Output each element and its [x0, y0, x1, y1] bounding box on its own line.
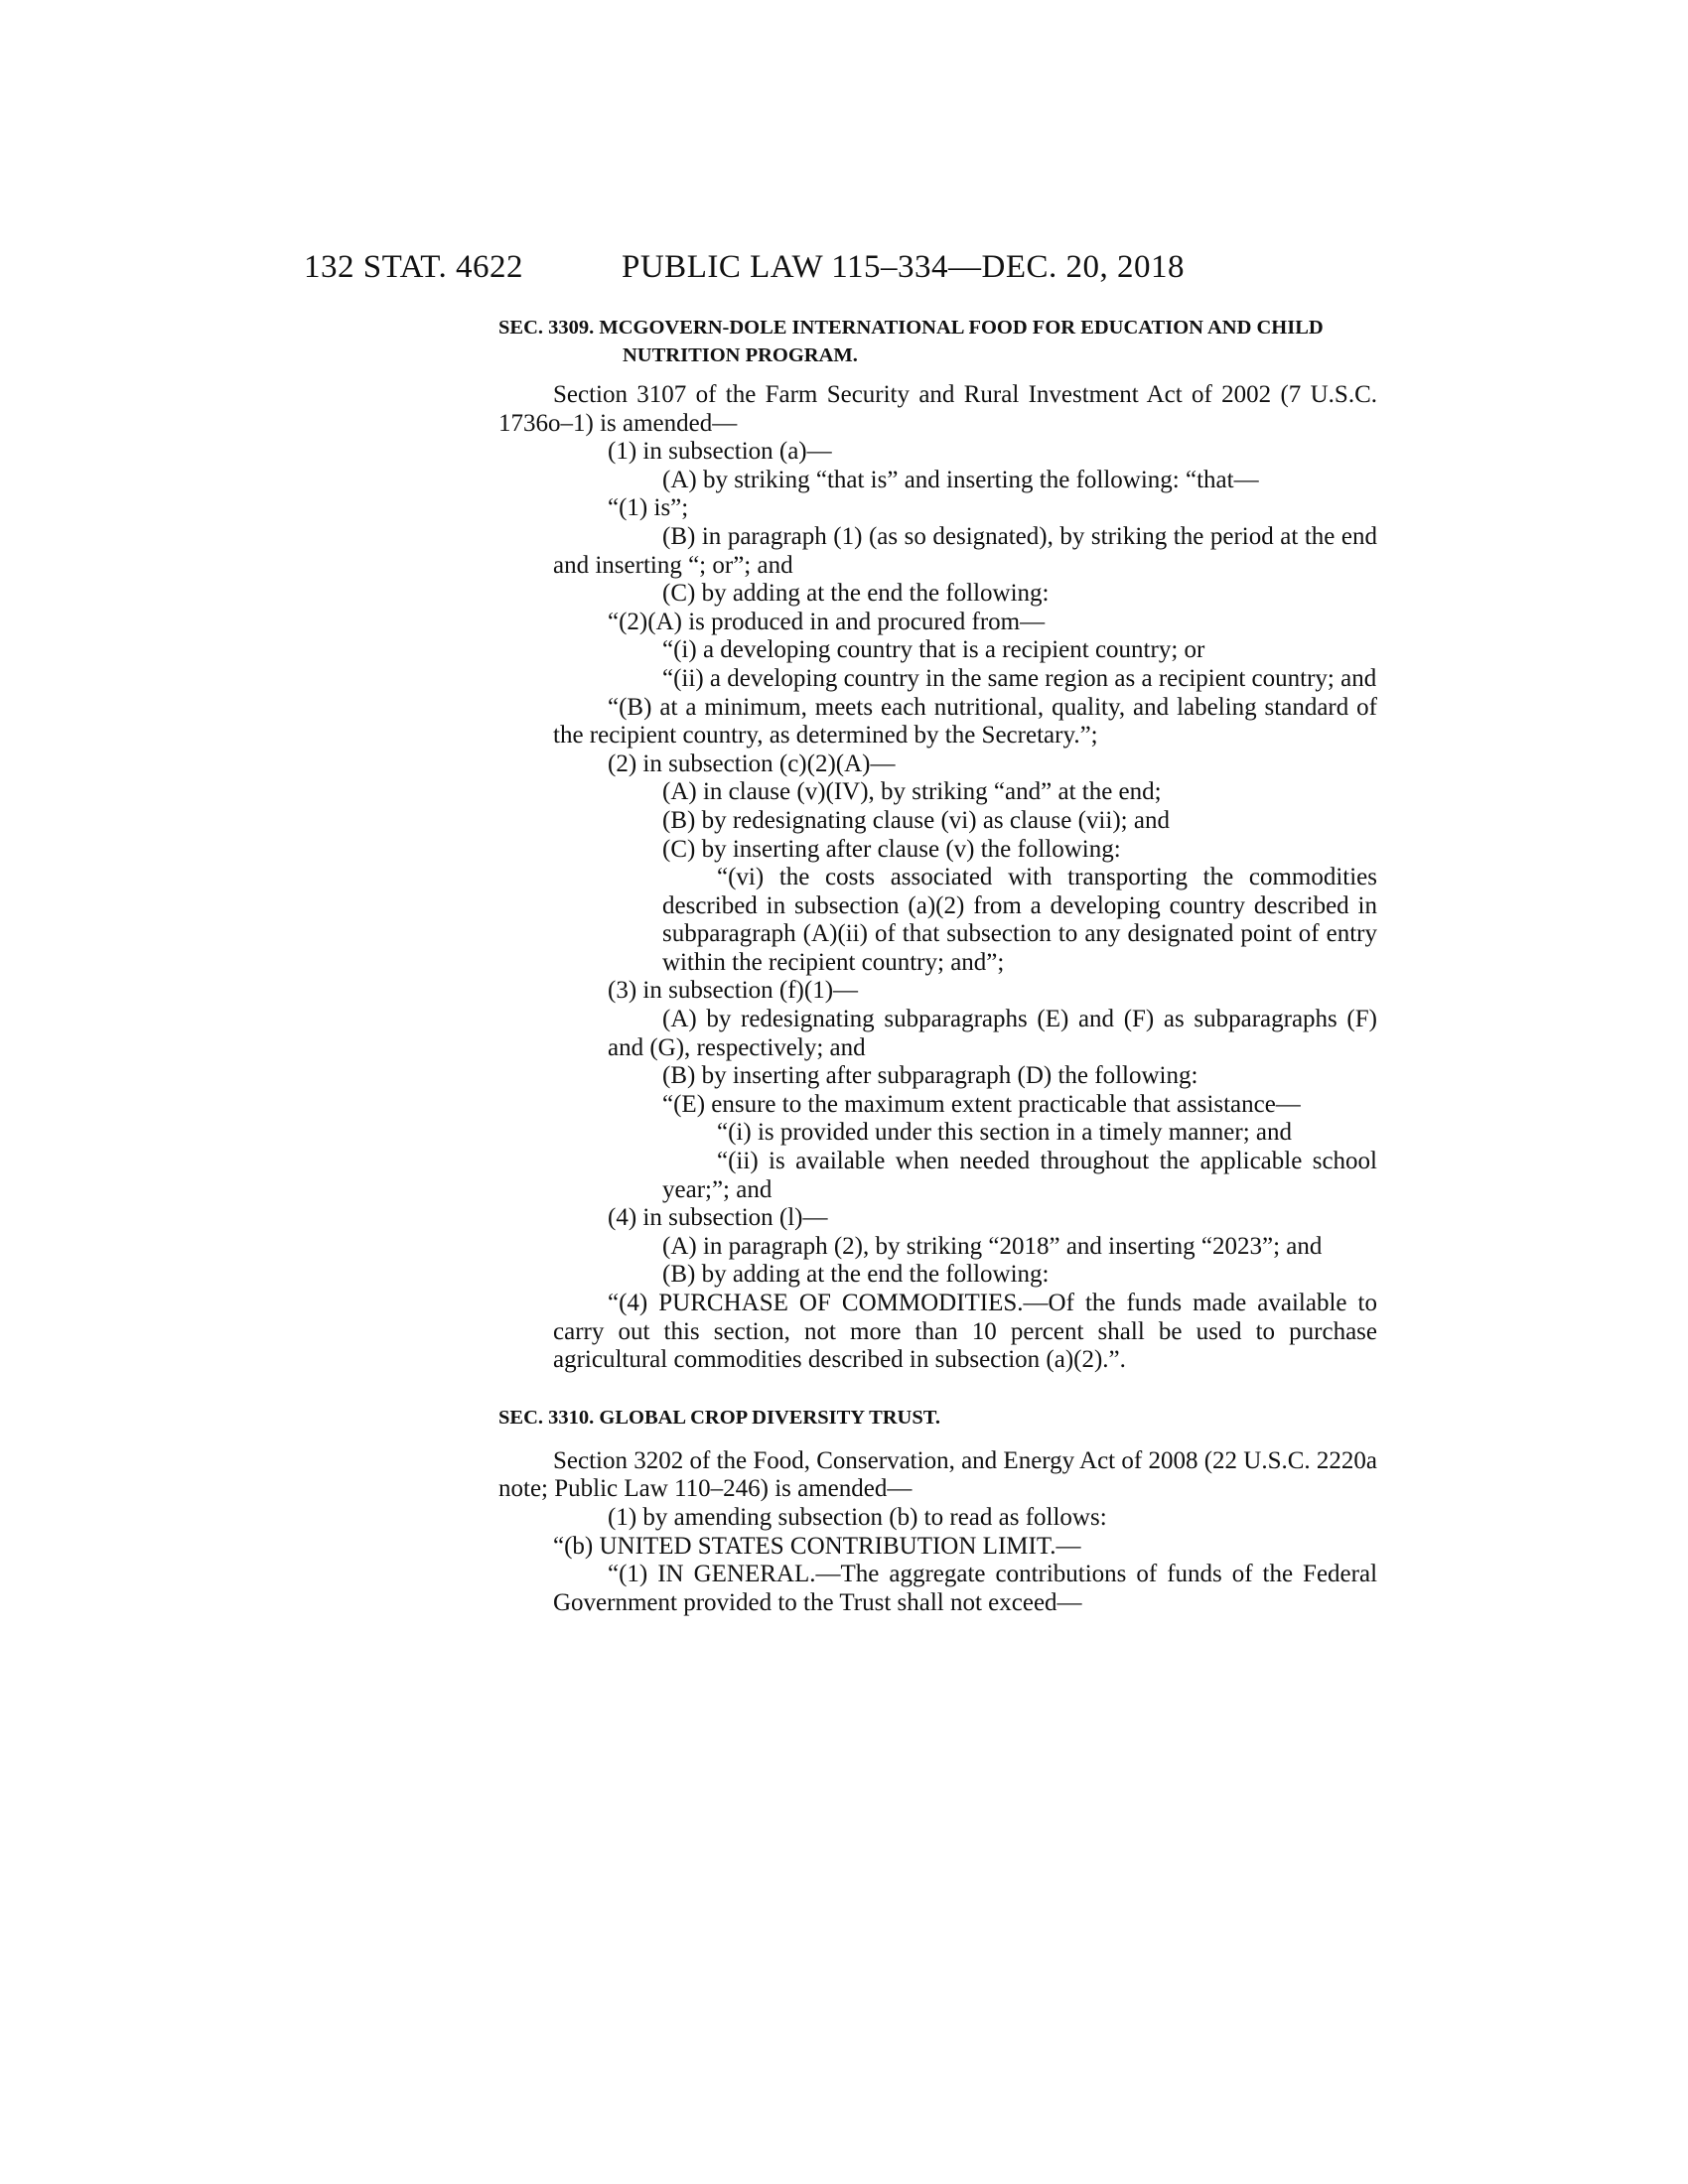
quoted-b-paragraph-1-text: —The aggregate contributions of funds of the Federal Government provided to the Trust shall not exceed—	[553, 1561, 1378, 1616]
quoted-clause-i: “(i) a developing country that is a recipient country; or	[662, 636, 1205, 664]
section-3310-paragraph-1: (1) by amending subsection (b) to read as follows:	[608, 1503, 1107, 1531]
subparagraph-2a: (A) in clause (v)(IV), by striking “and” at the end;	[662, 778, 1162, 806]
quoted-paragraph-4-text: —Of the funds made available to carry out this section, not more than 10 percent shall be used to purchase agricultural commodities described in subsection (a)(2).”.	[553, 1290, 1377, 1374]
subparagraph-1c: (C) by adding at the end the following:	[662, 580, 1050, 608]
quoted-b-paragraph-1-number: “(1)	[608, 1561, 658, 1588]
subparagraph-4b: (B) by adding at the end the following:	[662, 1261, 1050, 1289]
quoted-subparagraph-e: “(E) ensure to the maximum extent practicable that assistance—	[662, 1090, 1301, 1118]
quoted-subsection-b-dash: —	[1055, 1532, 1081, 1560]
quoted-clause-vi: “(vi) the costs associated with transporting the commodities described in subsection (a)(2) from a developing country described in subparagraph (A)(ii) of that subsection to any designated point of entry within the recipient country; and”;	[662, 864, 1377, 976]
subparagraph-1a: (A) by striking “that is” and inserting the following: “that—	[662, 466, 1259, 493]
quoted-subsection-b	[498, 1533, 1377, 1562]
subparagraph-2c: (C) by inserting after clause (v) the following:	[662, 835, 1121, 863]
section-3310-intro: Section 3202 of the Food, Conservation, and Energy Act of 2008 (22 U.S.C. 2220a note; Public Law 110–246) is amended—	[498, 1446, 1378, 1503]
quoted-2b: “(B) at a minimum, meets each nutritional, quality, and labeling standard of the recipient country, as determined by the Secretary.”;	[553, 693, 1377, 750]
subparagraph-4a: (A) in paragraph (2), by striking “2018” and inserting “2023”; and	[662, 1232, 1323, 1260]
section-heading-3309: SEC. 3309. MCGOVERN-DOLE INTERNATIONAL FOOD FOR EDUCATION AND CHILD NUTRITION PROGRAM.	[498, 317, 1324, 366]
quoted-paragraph-4-heading: PURCHASE OF COMMODITIES.	[658, 1290, 1024, 1316]
quoted-b-paragraph-1	[498, 1561, 1377, 1617]
paragraph-2: (2) in subsection (c)(2)(A)—	[608, 750, 896, 777]
paragraph-3: (3) in subsection (f)(1)—	[608, 977, 859, 1005]
quoted-e-clause-ii: “(ii) is available when needed throughout the applicable school year;”; and	[662, 1148, 1377, 1203]
subparagraph-1b: (B) in paragraph (1) (as so designated), by striking the period at the end and inserting “; or”; and	[553, 522, 1377, 579]
quoted-1-is: “(1) is”;	[608, 494, 689, 522]
quoted-e-clause-i: “(i) is provided under this section in a timely manner; and	[717, 1119, 1293, 1147]
subparagraph-3a: (A) by redesignating subparagraphs (E) and (F) as subparagraphs (F) and (G), respectively; and	[608, 1006, 1377, 1061]
paragraph-1: (1) in subsection (a)—	[608, 438, 832, 466]
subparagraph-3b: (B) by inserting after subparagraph (D) the following:	[662, 1062, 1198, 1090]
quoted-subsection-b-number: “(b)	[553, 1532, 600, 1560]
subparagraph-2b: (B) by redesignating clause (vi) as clause (vii); and	[662, 806, 1170, 834]
public-law-header: PUBLIC LAW 115–334—DEC. 20, 2018	[622, 249, 1186, 285]
quoted-2a: “(2)(A) is produced in and procured from—	[608, 608, 1046, 635]
quoted-b-paragraph-1-heading: IN GENERAL.	[657, 1561, 816, 1588]
quoted-paragraph-4	[498, 1290, 1377, 1375]
quoted-paragraph-4-number: “(4)	[608, 1290, 659, 1316]
statute-page-reference: 132 STAT. 4622	[304, 249, 524, 285]
section-heading-3310: SEC. 3310. GLOBAL CROP DIVERSITY TRUST.	[498, 1406, 941, 1429]
quoted-subsection-b-heading: UNITED STATES CONTRIBUTION LIMIT.	[599, 1532, 1056, 1560]
paragraph-4: (4) in subsection (l)—	[608, 1204, 828, 1232]
quoted-clause-ii: “(ii) a developing country in the same region as a recipient country; and	[662, 664, 1377, 692]
section-3309-intro: Section 3107 of the Farm Security and Rural Investment Act of 2002 (7 U.S.C. 1736o–1) is amended—	[498, 381, 1377, 437]
document-body	[498, 314, 1377, 1617]
